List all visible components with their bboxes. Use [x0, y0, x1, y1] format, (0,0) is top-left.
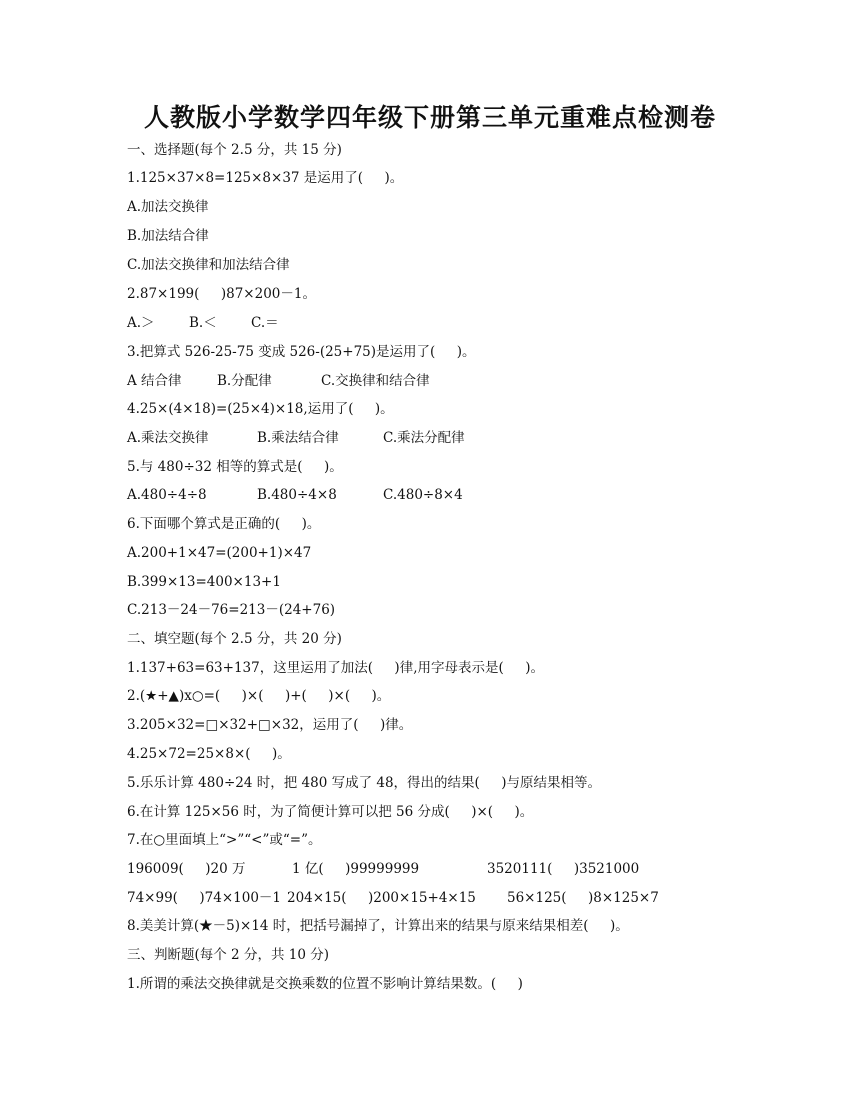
section-heading: 一、选择题(每个 2.5 分，共 15 分) [127, 142, 342, 158]
option-item: C.480÷8×4 [383, 487, 463, 503]
option-item: A 结合律 [127, 373, 182, 389]
question-line: 3.把算式 526-25-75 变成 526-(25+75)是运用了( )。 [127, 344, 476, 360]
question-line: 3.205×32=□×32+□×32，运用了( )律。 [127, 717, 413, 733]
option-item: C.交换律和结合律 [321, 373, 430, 389]
question-line: 1.137+63=63+137，这里运用了加法( )律,用字母表示是( )。 [127, 660, 544, 676]
option-item: 3520111( )3521000 [487, 861, 640, 877]
question-line: 6.下面哪个算式是正确的( )。 [127, 516, 321, 532]
question-line: 7.在○里面填上“>”“<”或“=”。 [127, 832, 322, 848]
option-item: B.＜ [189, 315, 217, 331]
question-line: 5.与 480÷32 相等的算式是( )。 [127, 459, 343, 475]
option-item: B.乘法结合律 [257, 430, 339, 446]
question-line: C.加法交换律和加法结合律 [127, 257, 290, 273]
question-line: 5.乐乐计算 480÷24 时，把 480 写成了 48，得出的结果( )与原结果相等。 [127, 775, 602, 791]
question-line: 4.25×(4×18)=(25×4)×18,运用了( )。 [127, 401, 394, 417]
question-line: 1.所谓的乘法交换律就是交换乘数的位置不影响计算结果数。( ) [127, 976, 523, 992]
question-line: 1.125×37×8=125×8×37 是运用了( )。 [127, 170, 404, 186]
page-title: 人教版小学数学四年级下册第三单元重难点检测卷 [143, 103, 716, 132]
option-item: C.＝ [251, 315, 279, 331]
option-item: 74×99( )74×100－1 [127, 890, 282, 906]
option-item: A.＞ [127, 315, 155, 331]
section-heading: 三、判断题(每个 2 分，共 10 分) [127, 947, 329, 963]
option-item: A.480÷4÷8 [127, 487, 207, 503]
option-item: 204×15( )200×15+4×15 [287, 890, 476, 906]
option-item: B.分配律 [217, 373, 272, 389]
question-line: A.加法交换律 [127, 199, 209, 215]
option-item: C.乘法分配律 [383, 430, 465, 446]
option-item: A.乘法交换律 [127, 430, 209, 446]
option-item: 1 亿( )99999999 [292, 861, 420, 877]
question-line: B.399×13=400×13+1 [127, 574, 281, 590]
question-line: 6.在计算 125×56 时，为了简便计算可以把 56 分成( )×( )。 [127, 804, 534, 820]
section-heading: 二、填空题(每个 2.5 分，共 20 分) [127, 631, 342, 647]
question-line: 4.25×72=25×8×( )。 [127, 746, 291, 762]
option-item: B.480÷4×8 [257, 487, 337, 503]
question-line: A.200+1×47=(200+1)×47 [127, 545, 312, 561]
option-item: 196009( )20 万 [127, 861, 246, 877]
question-line: 2.(★+▲)x○=( )×( )+( )×( )。 [127, 688, 391, 704]
question-line: B.加法结合律 [127, 228, 209, 244]
question-line: 8.美美计算(★－5)×14 时，把括号漏掉了，计算出来的结果与原来结果相差( )。 [127, 918, 629, 934]
question-line: 2.87×199( )87×200－1。 [127, 286, 316, 302]
option-item: 56×125( )8×125×7 [507, 890, 659, 906]
question-line: C.213－24－76=213－(24+76) [127, 602, 336, 618]
